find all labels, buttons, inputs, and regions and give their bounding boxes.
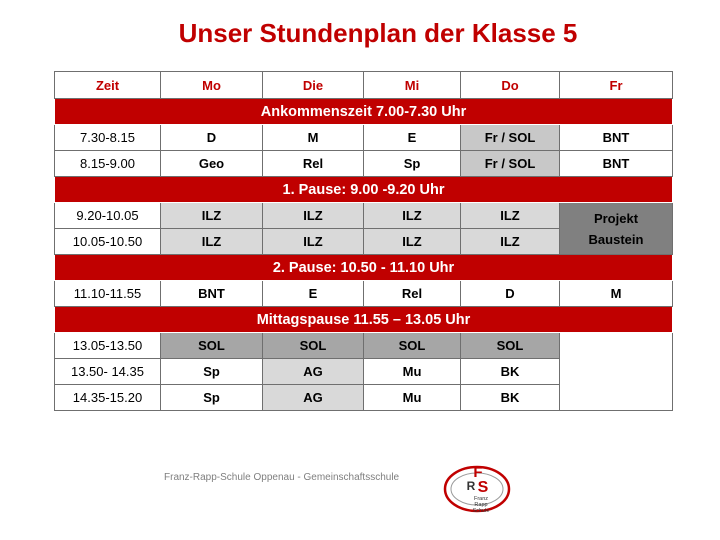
lesson-cell: SOL [461,333,560,359]
lesson-cell: BNT [161,281,263,307]
lesson-cell: SOL [161,333,263,359]
logo-text-rapp: Rapp [474,502,488,508]
lesson-cell: Sp [161,359,263,385]
time-cell: 11.10-11.55 [55,281,161,307]
school-logo [441,459,511,519]
pause-second: 2. Pause: 10.50 - 11.10 Uhr [55,255,673,281]
time-cell: 14.35-15.20 [55,385,161,411]
header-die: Die [263,72,364,99]
lesson-cell: ILZ [263,229,364,255]
table-row [55,203,673,229]
lesson-cell: BNT [560,125,673,151]
lesson-cell: ILZ [461,203,560,229]
time-cell: 9.20-10.05 [55,203,161,229]
logo-letter-f: F [473,464,483,481]
lesson-cell: M [560,281,673,307]
pause-row [55,99,673,125]
lesson-cell: AG [263,359,364,385]
header-fr: Fr [560,72,673,99]
lesson-cell: AG [263,385,364,411]
logo-letter-s: S [477,479,489,496]
projekt-line-2: Baustein [588,231,644,247]
lesson-cell: D [161,125,263,151]
header-mi: Mi [364,72,461,99]
time-cell: 13.05-13.50 [55,333,161,359]
time-cell: 8.15-9.00 [55,151,161,177]
lesson-cell: D [461,281,560,307]
pause-first: 1. Pause: 9.00 -9.20 Uhr [55,177,673,203]
page-title: Unser Stundenplan der Klasse 5 [178,18,578,48]
lesson-cell: Geo [161,151,263,177]
lesson-cell: SOL [364,333,461,359]
table-row [55,333,673,359]
lesson-cell: BNT [560,151,673,177]
pause-ankommenszeit: Ankommenszeit 7.00-7.30 Uhr [55,99,673,125]
time-cell: 13.50- 14.35 [55,359,161,385]
pause-row [55,307,673,333]
time-cell: 7.30-8.15 [55,125,161,151]
pause-mittag: Mittagspause 11.55 – 13.05 Uhr [55,307,673,333]
lesson-cell: Sp [161,385,263,411]
time-cell: 10.05-10.50 [55,229,161,255]
empty-cell [560,333,673,411]
header-mo: Mo [161,72,263,99]
lesson-cell: ILZ [263,203,364,229]
lesson-cell: Sp [364,151,461,177]
lesson-cell: SOL [263,333,364,359]
lesson-cell: Mu [364,385,461,411]
table-header-row [55,72,673,99]
pause-row [55,177,673,203]
header-zeit: Zeit [55,72,161,99]
header-do: Do [461,72,560,99]
lesson-cell: ILZ [364,203,461,229]
lesson-cell: ILZ [161,203,263,229]
lesson-cell: Rel [364,281,461,307]
lesson-cell: M [263,125,364,151]
projekt-line-1: Projekt [593,210,639,226]
lesson-cell: ILZ [461,229,560,255]
table-row [55,125,673,151]
logo-text-franz: Franz [473,496,489,502]
logo-letter-r: R [466,479,476,493]
lesson-cell: Rel [263,151,364,177]
lesson-cell: ILZ [161,229,263,255]
table-row [55,151,673,177]
lesson-cell: BK [461,385,560,411]
lesson-cell: E [364,125,461,151]
lesson-cell: Fr / SOL [461,125,560,151]
footer-school-name: Franz-Rapp-Schule Oppenau - Gemeinschaftsschule [164,472,400,483]
projekt-baustein-cell [560,203,673,255]
table-row [55,281,673,307]
lesson-cell: BK [461,359,560,385]
pause-row [55,255,673,281]
lesson-cell: E [263,281,364,307]
lesson-cell: ILZ [364,229,461,255]
logo-text-schule: Schule [472,508,490,514]
lesson-cell: Mu [364,359,461,385]
timetable [54,71,673,411]
lesson-cell: Fr / SOL [461,151,560,177]
